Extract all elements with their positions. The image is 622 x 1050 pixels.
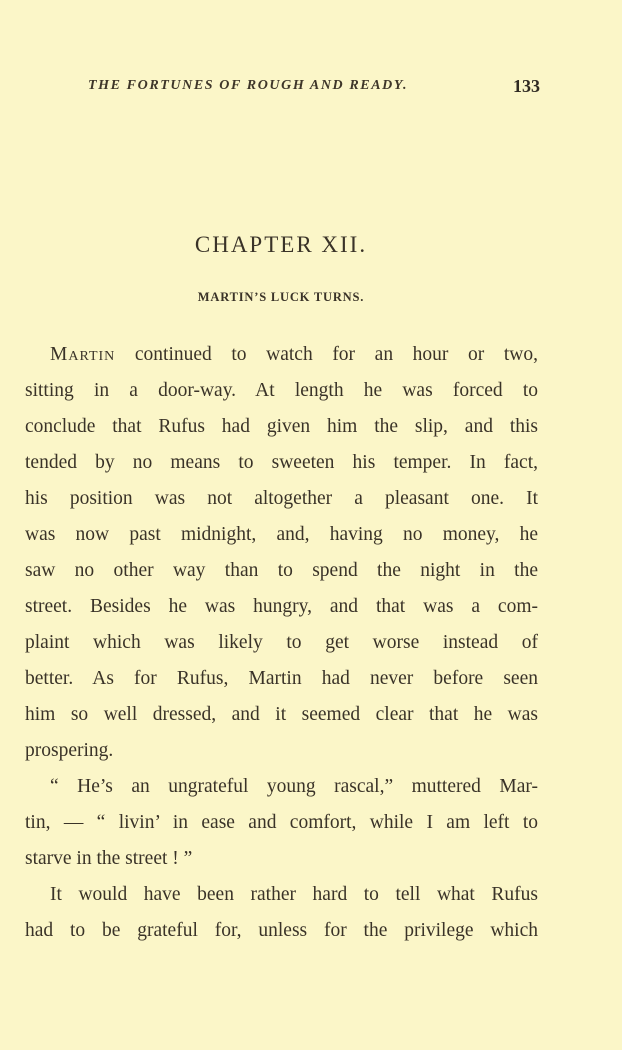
text-line-content: continued to watch for an hour or two, xyxy=(115,344,538,365)
text-line: was now past midnight, and, having no money, he xyxy=(25,524,538,545)
lead-word: Martin xyxy=(50,344,116,365)
text-line: had to be grateful for, unless for the privilege which xyxy=(25,920,538,941)
text-line: plaint which was likely to get worse instead of xyxy=(25,632,538,653)
text-line: prospering. xyxy=(25,740,114,761)
chapter-subtitle: MARTIN’S LUCK TURNS. xyxy=(197,290,365,304)
text-line: better. As for Rufus, Martin had never before seen xyxy=(25,668,538,689)
text-line: starve in the street ! ” xyxy=(25,848,193,869)
body-text xyxy=(25,337,538,949)
chapter-title: CHAPTER XII. xyxy=(194,232,368,257)
text-line: “ He’s an ungrateful young rascal,” muttered Mar- xyxy=(50,776,538,797)
text-line: tin, — “ livin’ in ease and comfort, while I am left to xyxy=(25,812,538,833)
text-line: conclude that Rufus had given him the slip, and this xyxy=(25,416,538,437)
running-title: THE FORTUNES OF ROUGH AND READY. xyxy=(88,78,409,93)
text-line: tended by no means to sweeten his temper. In fact, xyxy=(25,452,538,473)
text-line: him so well dressed, and it seemed clear that he was xyxy=(25,704,538,725)
text-line: sitting in a door-way. At length he was forced to xyxy=(25,380,538,401)
running-head xyxy=(88,76,540,98)
text-line: his position was not altogether a pleasant one. It xyxy=(25,488,538,509)
text-line: It would have been rather hard to tell what Rufus xyxy=(50,884,538,905)
text-line xyxy=(25,337,538,373)
page-number: 133 xyxy=(513,76,540,96)
text-line: saw no other way than to spend the night in the xyxy=(25,560,538,581)
text-line: street. Besides he was hungry, and that was a com- xyxy=(25,596,538,617)
